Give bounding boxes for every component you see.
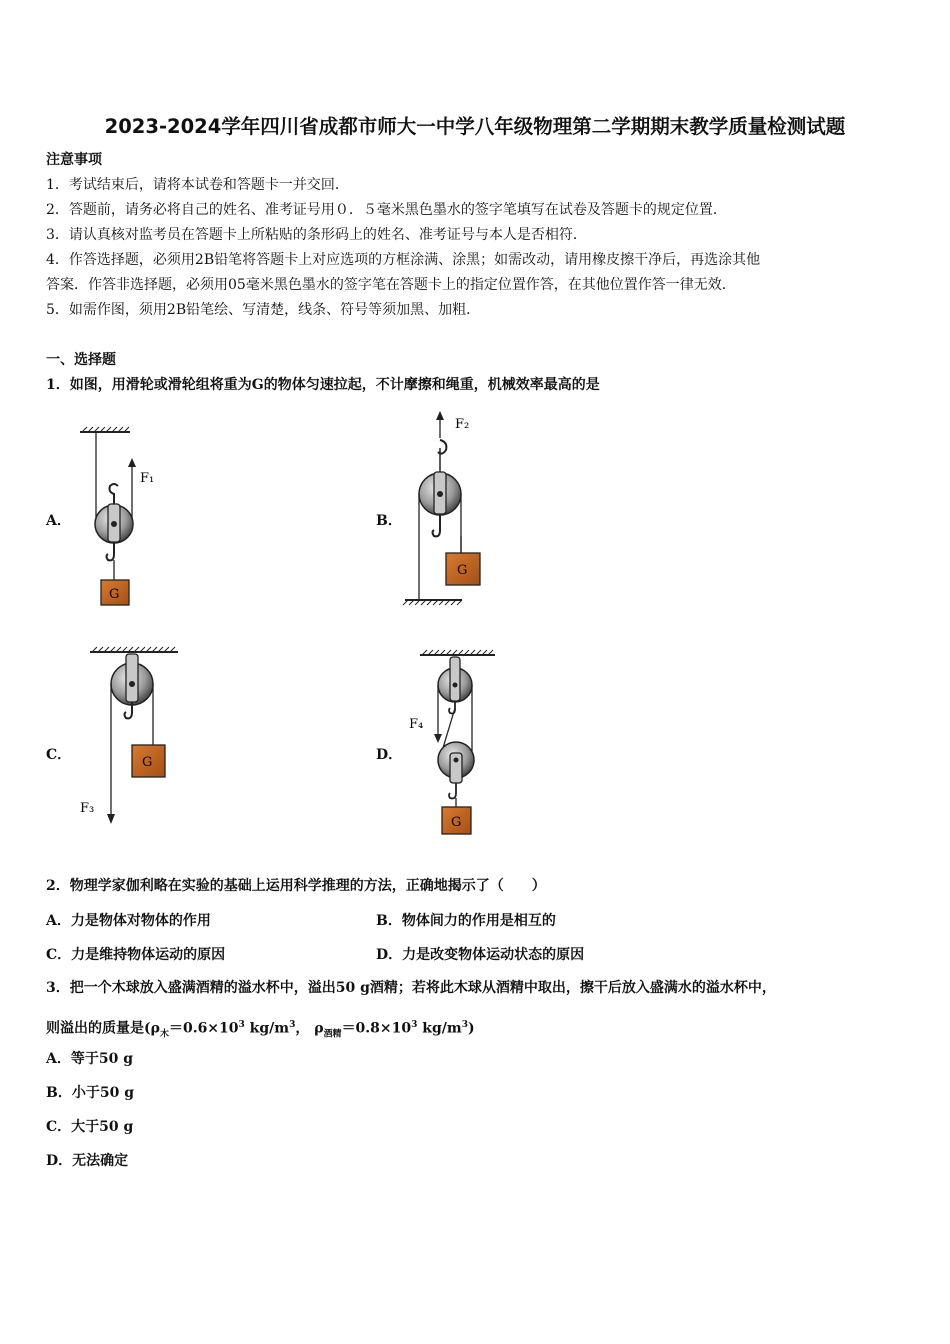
q1-stem: 1．如图，用滑轮或滑轮组将重为G的物体匀速拉起，不计摩擦和绳重，机械效率最高的是 xyxy=(46,377,600,393)
notice-heading: 注意事项 xyxy=(46,152,102,168)
notice-item: 答案．作答非选择题，必须用05毫米黑色墨水的签字笔在答题卡上的指定位置作答，在其他位置作答一律无效． xyxy=(46,277,736,293)
q1-option-a-label: A． xyxy=(46,513,71,529)
q3-option-d: D．无法确定 xyxy=(46,1153,129,1169)
weight-label: G xyxy=(457,563,468,578)
q2-option-c: C．力是维持物体运动的原因 xyxy=(46,947,226,963)
section-heading: 一、选择题 xyxy=(46,352,116,368)
q2-option-d: D．力是改变物体运动状态的原因 xyxy=(376,947,585,963)
q2-option-b: B．物体间力的作用是相互的 xyxy=(376,913,556,929)
page-title: 2023-2024学年四川省成都市师大一中学八年级物理第二学期期末教学质量检测试题 xyxy=(104,115,846,138)
force-label-f3: F₃ xyxy=(80,801,95,816)
force-label-f2: F₂ xyxy=(455,417,470,432)
weight-label: G xyxy=(451,815,462,830)
notice-item: 2．答题前，请务必将自己的姓名、准考证号用０．５毫米黑色墨水的签字笔填写在试卷及答题卡的规定位置． xyxy=(46,202,727,218)
weight-label: G xyxy=(109,587,120,602)
q3-stem-line2: 则溢出的质量是($\rho_木=0.6\times 10^3$ $kg/m^3$， $\rho_{酒精}=0.8\times 10^3$ $kg/m^3$) xyxy=(46,1020,475,1040)
figure-d-pulley-block xyxy=(405,645,505,840)
q3-stem-line1: 3．把一个木球放入盛满酒精的溢水杯中，溢出50 g酒精；若将此木球从酒精中取出，擦干后放入盛满水的溢水杯中， xyxy=(46,980,776,996)
notice-item: 1．考试结束后，请将本试卷和答题卡一并交回． xyxy=(46,177,349,193)
q1-option-b-label: B． xyxy=(376,513,402,529)
force-label-f1: F₁ xyxy=(140,471,155,486)
q1-option-d-label: D． xyxy=(376,747,403,763)
force-label-f4: F₄ xyxy=(409,717,424,732)
figure-a-movable-pulley xyxy=(70,420,180,610)
q3-option-a: A．等于50 g xyxy=(46,1051,134,1067)
q2-option-a: A．力是物体对物体的作用 xyxy=(46,913,211,929)
notice-item: 4．作答选择题，必须用2B铅笔将答题卡上对应选项的方框涂满、涂黑；如需改动，请用橡皮擦干净后，再选涂其他 xyxy=(46,252,761,268)
q2-stem: 2．物理学家伽利略在实验的基础上运用科学推理的方法，正确地揭示了（ ） xyxy=(46,878,546,894)
q1-option-c-label: C． xyxy=(46,747,72,763)
notice-item: 5．如需作图，须用2B铅笔绘、写清楚，线条、符号等须加黑、加粗． xyxy=(46,302,481,318)
figure-b-movable-pulley xyxy=(400,408,500,608)
q3-option-b: B．小于50 g xyxy=(46,1085,134,1101)
figure-c-fixed-pulley xyxy=(78,642,188,827)
notice-item: 3．请认真核对监考员在答题卡上所粘贴的条形码上的姓名、准考证号与本人是否相符． xyxy=(46,227,587,243)
q3-option-c: C．大于50 g xyxy=(46,1119,134,1135)
weight-label: G xyxy=(142,755,153,770)
